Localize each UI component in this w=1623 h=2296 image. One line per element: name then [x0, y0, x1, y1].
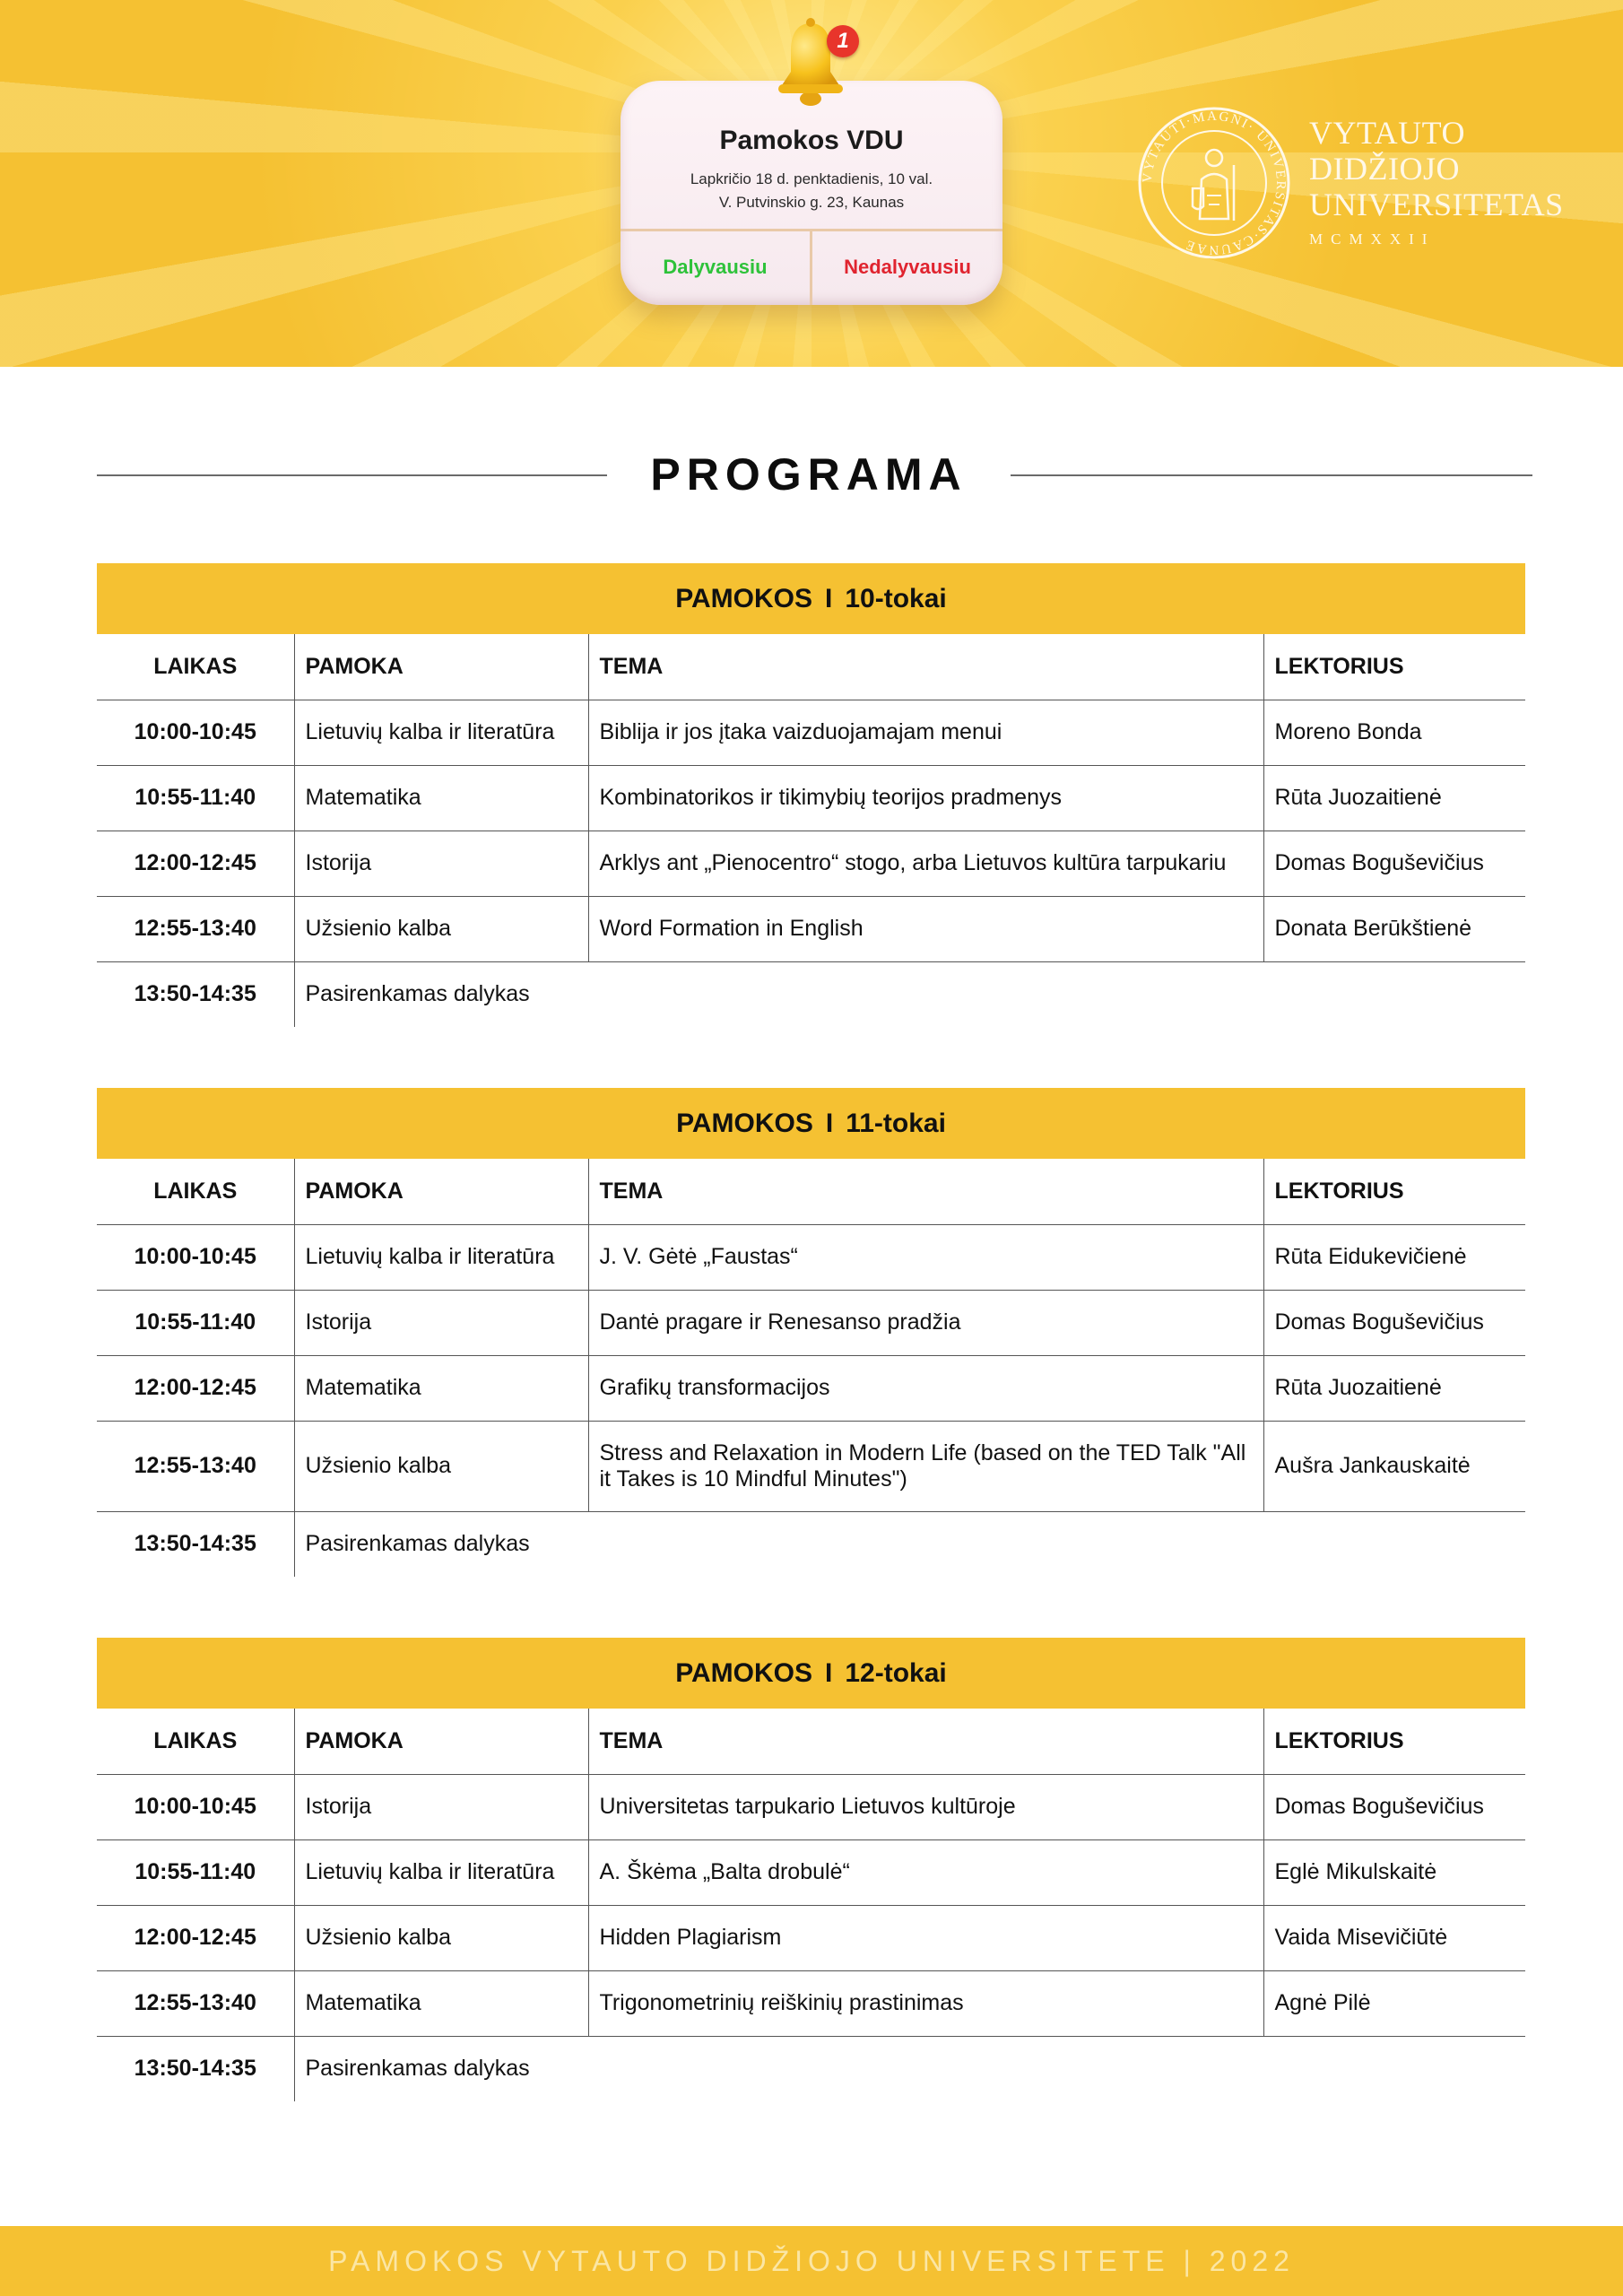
table-row — [97, 1970, 1525, 2036]
cell-time: 13:50-14:35 — [134, 981, 256, 1007]
header-time: LAIKAS — [97, 1159, 294, 1224]
university-founding-year: MCMXXII — [1309, 230, 1436, 248]
header-lecturer: LEKTORIUS — [1263, 1709, 1525, 1774]
schedule-table — [97, 1159, 1525, 1577]
cell-topic: Stress and Relaxation in Modern Life (based on the TED Talk "All it Takes is 10 Mindful Minutes") — [588, 1421, 1263, 1511]
cell-time: 10:00-10:45 — [97, 700, 294, 765]
band-grade: 11-tokai — [846, 1109, 946, 1138]
cell-time: 12:55-13:40 — [97, 896, 294, 961]
table-row-elective — [97, 2036, 1525, 2101]
cell-time: 12:00-12:45 — [97, 1905, 294, 1970]
header-lecturer: LEKTORIUS — [1263, 1159, 1525, 1224]
cell-lecturer: Rūta Juozaitienė — [1263, 765, 1525, 831]
table-row-elective — [97, 961, 1525, 1027]
program-title: PROGRAMA — [650, 449, 968, 500]
band-grade: 12-tokai — [845, 1658, 947, 1688]
table-header-row — [97, 1709, 1525, 1774]
table-row-elective — [97, 1511, 1525, 1577]
university-logo-text — [1309, 115, 1564, 253]
university-name-line2: DIDŽIOJO — [1309, 151, 1460, 187]
schedule-section-12 — [97, 1638, 1525, 2101]
cell-topic: Trigonometrinių reiškinių prastinimas — [588, 1970, 1263, 2036]
cell-subject: Užsienio kalba — [294, 896, 588, 961]
cell-subject: Lietuvių kalba ir literatūra — [294, 1224, 588, 1290]
table-row — [97, 1355, 1525, 1421]
cell-lecturer: Domas Boguševičius — [1263, 1774, 1525, 1839]
cell-topic: Hidden Plagiarism — [588, 1905, 1263, 1970]
cell-topic: J. V. Gėtė „Faustas“ — [588, 1224, 1263, 1290]
cell-topic: Arklys ant „Pienocentro“ stogo, arba Lietuvos kultūra tarpukariu — [588, 831, 1263, 896]
cell-time: 12:55-13:40 — [97, 1421, 294, 1511]
cell-subject: Istorija — [294, 1290, 588, 1355]
schedule-section-10 — [97, 563, 1525, 1027]
cell-subject: Istorija — [294, 831, 588, 896]
header-subject: PAMOKA — [294, 1709, 588, 1774]
table-row — [97, 700, 1525, 765]
decline-button[interactable]: Nedalyvausiu — [844, 256, 971, 278]
schedule-section-11 — [97, 1088, 1525, 1577]
cell-subject: Matematika — [294, 1970, 588, 2036]
cell-lecturer: Rūta Eidukevičienė — [1263, 1224, 1525, 1290]
cell-topic: Grafikų transformacijos — [588, 1355, 1263, 1421]
cell-time: 10:00-10:45 — [97, 1224, 294, 1290]
cell-lecturer: Moreno Bonda — [1263, 700, 1525, 765]
table-row — [97, 1839, 1525, 1905]
band-grade: 10-tokai — [845, 584, 947, 613]
schedule-table — [97, 634, 1525, 1027]
cell-lecturer: Aušra Jankauskaitė — [1263, 1421, 1525, 1511]
band-label: PAMOKOS — [675, 1658, 813, 1688]
cell-subject: Istorija — [294, 1774, 588, 1839]
cell-time: 13:50-14:35 — [134, 2056, 256, 2082]
cell-lecturer: Vaida Misevičiūtė — [1263, 1905, 1525, 1970]
cell-lecturer: Domas Boguševičius — [1263, 1290, 1525, 1355]
band-label: PAMOKOS — [676, 1109, 813, 1138]
cell-elective: Pasirenkamas dalykas — [294, 1511, 1525, 1577]
section-band — [97, 563, 1525, 634]
notification-title: Pamokos VDU — [719, 126, 904, 155]
footer-banner: PAMOKOS VYTAUTO DIDŽIOJO UNIVERSITETE | 2022 — [0, 2226, 1623, 2296]
cell-subject: Užsienio kalba — [294, 1421, 588, 1511]
cell-time: 10:55-11:40 — [97, 765, 294, 831]
title-rule-right — [1011, 474, 1532, 476]
cell-subject: Užsienio kalba — [294, 1905, 588, 1970]
table-row — [97, 765, 1525, 831]
table-header-row — [97, 634, 1525, 700]
header-subject: PAMOKA — [294, 634, 588, 700]
notification-card — [621, 81, 1002, 305]
title-rule-left — [97, 474, 607, 476]
section-band — [97, 1088, 1525, 1159]
university-name-line3: UNIVERSITETAS — [1309, 187, 1564, 222]
cell-time: 10:55-11:40 — [97, 1839, 294, 1905]
table-row — [97, 831, 1525, 896]
table-row — [97, 896, 1525, 961]
cell-time: 12:00-12:45 — [97, 831, 294, 896]
cell-lecturer: Domas Boguševičius — [1263, 831, 1525, 896]
table-row — [97, 1421, 1525, 1511]
table-row — [97, 1905, 1525, 1970]
header-topic: TEMA — [588, 1709, 1263, 1774]
cell-subject: Matematika — [294, 765, 588, 831]
notification-date: Lapkričio 18 d. penktadienis, 10 val. — [690, 170, 933, 187]
cell-topic: Universitetas tarpukario Lietuvos kultūroje — [588, 1774, 1263, 1839]
cell-lecturer: Agnė Pilė — [1263, 1970, 1525, 2036]
section-band — [97, 1638, 1525, 1709]
cell-time: 10:55-11:40 — [97, 1290, 294, 1355]
cell-topic: A. Škėma „Balta drobulė“ — [588, 1839, 1263, 1905]
notification-badge: 1 — [827, 25, 859, 57]
university-seal-icon — [1137, 106, 1291, 260]
attend-button[interactable]: Dalyvausiu — [663, 256, 768, 278]
cell-topic: Kombinatorikos ir tikimybių teorijos pradmenys — [588, 765, 1263, 831]
cell-lecturer: Eglė Mikulskaitė — [1263, 1839, 1525, 1905]
schedule-table — [97, 1709, 1525, 2101]
band-separator: I — [825, 584, 833, 613]
cell-time: 12:55-13:40 — [97, 1970, 294, 2036]
cell-time: 10:00-10:45 — [97, 1774, 294, 1839]
cell-topic: Word Formation in English — [588, 896, 1263, 961]
cell-subject: Lietuvių kalba ir literatūra — [294, 1839, 588, 1905]
header-topic: TEMA — [588, 1159, 1263, 1224]
notification-address: V. Putvinskio g. 23, Kaunas — [718, 194, 905, 211]
cell-lecturer: Rūta Juozaitienė — [1263, 1355, 1525, 1421]
cell-elective: Pasirenkamas dalykas — [294, 2036, 1525, 2101]
cell-elective: Pasirenkamas dalykas — [294, 961, 1525, 1027]
table-row — [97, 1774, 1525, 1839]
cell-time: 12:00-12:45 — [97, 1355, 294, 1421]
header-time: LAIKAS — [97, 634, 294, 700]
cell-lecturer: Donata Berūkštienė — [1263, 896, 1525, 961]
band-label: PAMOKOS — [675, 584, 813, 613]
cell-subject: Lietuvių kalba ir literatūra — [294, 700, 588, 765]
header-subject: PAMOKA — [294, 1159, 588, 1224]
header-time: LAIKAS — [97, 1709, 294, 1774]
seal-text: VYTAUTI·MAGNI· UNIVERSITAS·CAUNAE — [1140, 109, 1289, 257]
university-name-line1: VYTAUTO — [1309, 115, 1465, 151]
cell-topic: Dantė pragare ir Renesanso pradžia — [588, 1290, 1263, 1355]
cell-subject: Matematika — [294, 1355, 588, 1421]
header-topic: TEMA — [588, 634, 1263, 700]
header-lecturer: LEKTORIUS — [1263, 634, 1525, 700]
cell-time: 13:50-14:35 — [134, 1531, 256, 1557]
table-row — [97, 1290, 1525, 1355]
table-header-row — [97, 1159, 1525, 1224]
band-separator: I — [825, 1658, 833, 1688]
table-row — [97, 1224, 1525, 1290]
header-banner — [0, 0, 1623, 367]
band-separator: I — [825, 1109, 834, 1138]
cell-topic: Biblija ir jos įtaka vaizduojamajam menui — [588, 700, 1263, 765]
